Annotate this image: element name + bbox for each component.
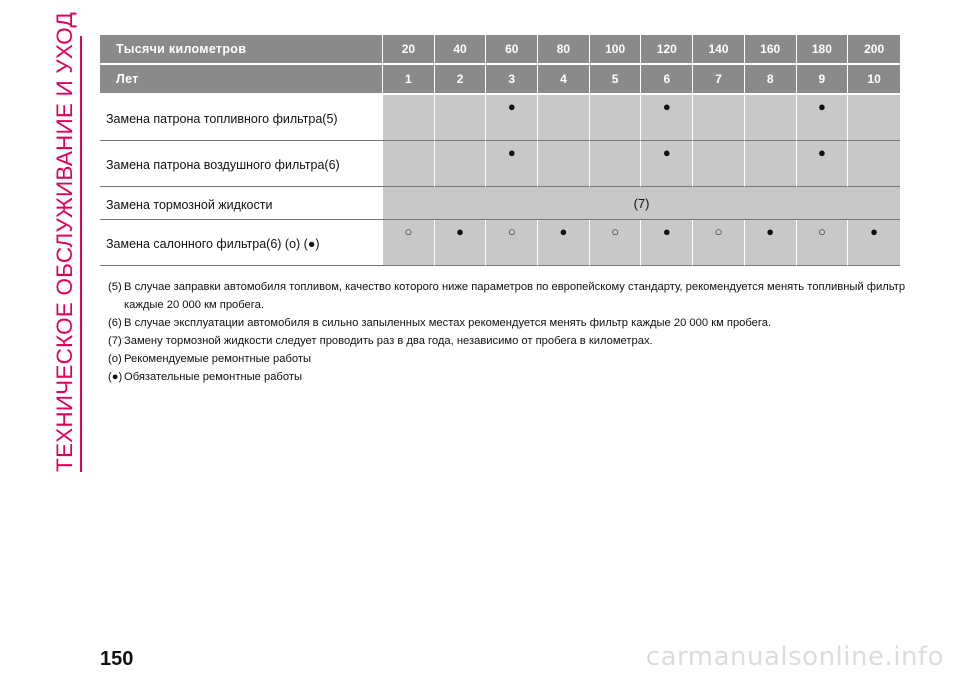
header-km-row <box>100 35 900 65</box>
header-cell: 140 <box>693 35 745 65</box>
schedule-cell <box>693 220 745 266</box>
footnote-text: Рекомендуемые ремонтные работы <box>124 353 312 365</box>
recommended-mark: ○ <box>507 224 516 239</box>
header-cell: 200 <box>848 35 900 65</box>
mandatory-mark: ● <box>870 224 879 239</box>
header-label: Лет <box>100 65 383 95</box>
schedule-cell <box>745 141 797 187</box>
mandatory-mark: ● <box>507 99 516 114</box>
schedule-cell <box>383 220 435 266</box>
mandatory-mark: ● <box>817 145 826 160</box>
schedule-cell <box>435 141 487 187</box>
schedule-cell <box>590 220 642 266</box>
header-label: Тысячи километров <box>100 35 383 65</box>
header-cell: 180 <box>797 35 849 65</box>
section-title-vertical: ТЕХНИЧЕСКОЕ ОБСЛУЖИВАНИЕ И УХОД <box>52 12 77 472</box>
row-label: Замена салонного фильтра(6) (o) (●) <box>100 220 383 266</box>
row-label: Замена патрона топливного фильтра(5) <box>100 95 383 141</box>
header-cell: 3 <box>486 65 538 95</box>
header-cell: 4 <box>538 65 590 95</box>
header-cell: 20 <box>383 35 435 65</box>
footnote-tag: (7) <box>108 335 122 347</box>
footnote <box>108 332 908 350</box>
schedule-cell <box>435 95 487 141</box>
header-cell: 40 <box>435 35 487 65</box>
footnote <box>108 314 908 332</box>
recommended-mark: ○ <box>714 224 723 239</box>
header-years-row <box>100 65 900 95</box>
watermark: carmanualsonline.info <box>645 642 944 672</box>
table-row <box>100 141 900 187</box>
schedule-cell <box>848 95 900 141</box>
mandatory-mark: ● <box>662 145 671 160</box>
page-number: 150 <box>100 648 134 670</box>
footnote-tag: (5) <box>108 281 122 293</box>
schedule-cell <box>383 95 435 141</box>
header-cell: 10 <box>848 65 900 95</box>
schedule-cell <box>848 220 900 266</box>
header-cell: 60 <box>486 35 538 65</box>
table-row <box>100 220 900 266</box>
schedule-cell <box>745 95 797 141</box>
footnote-text: Обязательные ремонтные работы <box>124 371 302 383</box>
schedule-cell <box>797 220 849 266</box>
schedule-cell <box>590 95 642 141</box>
header-cell: 80 <box>538 35 590 65</box>
schedule-cell <box>435 220 487 266</box>
mandatory-mark: ● <box>817 99 826 114</box>
schedule-cell <box>538 220 590 266</box>
schedule-cell <box>797 95 849 141</box>
maintenance-schedule-table <box>100 35 900 266</box>
row-label: Замена тормозной жидкости <box>100 187 383 220</box>
recommended-mark: ○ <box>611 224 620 239</box>
header-cell: 120 <box>641 35 693 65</box>
schedule-cell <box>486 95 538 141</box>
mandatory-mark: ● <box>559 224 568 239</box>
header-cell: 8 <box>745 65 797 95</box>
header-cell: 7 <box>693 65 745 95</box>
section-divider <box>80 36 82 472</box>
header-cell: 1 <box>383 65 435 95</box>
mandatory-mark: ● <box>507 145 516 160</box>
schedule-cell <box>745 220 797 266</box>
footnote-text: В случае эксплуатации автомобиля в сильно запыленных местах рекомендуется менять фильтр каждые 20 000 км пробега. <box>124 317 772 329</box>
table-row <box>100 95 900 141</box>
schedule-cell <box>538 141 590 187</box>
header-cell: 2 <box>435 65 487 95</box>
schedule-cell <box>848 141 900 187</box>
schedule-cell <box>693 141 745 187</box>
schedule-cell <box>797 141 849 187</box>
footnote <box>108 278 908 314</box>
schedule-cell <box>693 95 745 141</box>
table-row <box>100 187 900 220</box>
mandatory-mark: ● <box>662 99 671 114</box>
footnote-text: Замену тормозной жидкости следует проводить раз в два года, независимо от пробега в километрах. <box>124 335 653 347</box>
footnote-text: В случае заправки автомобиля топливом, качество которого ниже параметров по европейскому стандарту, рекомендуется менять топливный фильтр каждые 20 000 км пробега. <box>124 281 906 311</box>
span-cell: (7) <box>383 187 900 220</box>
schedule-cell <box>383 141 435 187</box>
mandatory-mark: ● <box>662 224 671 239</box>
schedule-cell <box>486 220 538 266</box>
row-label: Замена патрона воздушного фильтра(6) <box>100 141 383 187</box>
header-cell: 100 <box>590 35 642 65</box>
schedule-cell <box>538 95 590 141</box>
footnote-tag: (●) <box>108 371 123 383</box>
footnotes <box>108 278 908 386</box>
footnote <box>108 350 908 368</box>
header-cell: 6 <box>641 65 693 95</box>
recommended-mark: ○ <box>817 224 826 239</box>
header-cell: 160 <box>745 35 797 65</box>
header-cell: 9 <box>797 65 849 95</box>
footnote-tag: (6) <box>108 317 122 329</box>
schedule-cell <box>590 141 642 187</box>
recommended-mark: ○ <box>404 224 413 239</box>
footnote <box>108 368 908 386</box>
schedule-cell <box>486 141 538 187</box>
mandatory-mark: ● <box>766 224 775 239</box>
schedule-cell <box>641 220 693 266</box>
mandatory-mark: ● <box>456 224 464 239</box>
footnote-tag: (o) <box>108 353 122 365</box>
header-cell: 5 <box>590 65 642 95</box>
schedule-cell <box>641 141 693 187</box>
schedule-cell <box>641 95 693 141</box>
